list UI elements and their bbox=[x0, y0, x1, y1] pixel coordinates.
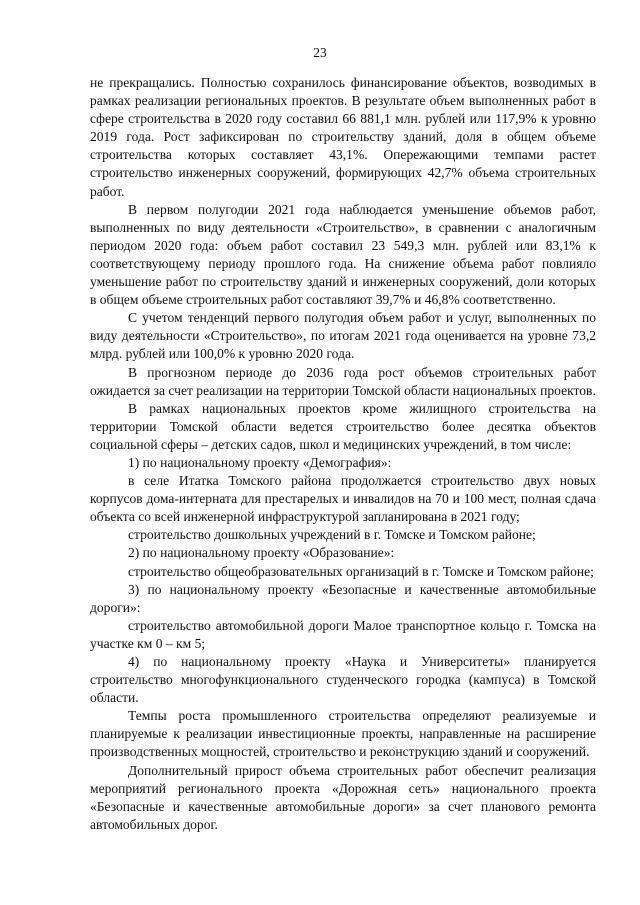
paragraph-national-projects: В рамках национальных проектов кроме жилищного строительства на территории Томской области ведется строительство более десятка объектов социальной сферы – детских садов, школ и медицинских учреждений, в том числе: bbox=[90, 400, 596, 452]
paragraph-continuation: не прекращались. Полностью сохранилось финансирование объектов, возводимых в рамках реализации региональных проектов. В результате объем выполненных работ в сфере строительства в 2020 году составил 66 881,1 млн. рублей или 117,9% к уровню 2019 года. Рост зафиксирован по строительству зданий, доля в общем объеме строительства которых составляет 43,1%. Опережающими темпами растет строительство инженерных сооружений, формирующих 42,7% объема строительных работ. bbox=[90, 75, 596, 199]
paragraph-estimate-2021: С учетом тенденций первого полугодия объем работ и услуг, выполненных по виду деятельности «Строительство», по итогам 2021 года оценивается на уровне 73,2 млрд. рублей или 100,0% к уровню 2020 года. bbox=[90, 310, 596, 362]
paragraph-industrial: Темпы роста промышленного строительства определяют реализуемые и планируемые к реализации инвестиционные проекты, направленные на расширение производственных мощностей, строительство и реконструкцию зданий и сооружений. bbox=[90, 708, 596, 760]
paragraph-forecast-2036: В прогнозном периоде до 2036 года рост объемов строительных работ ожидается за счет реализации на территории Томской области национальных проектов. bbox=[90, 364, 596, 398]
list-item-education: 2) по национальному проекту «Образование»: bbox=[128, 545, 395, 561]
body-text bbox=[90, 74, 596, 834]
paragraph-preschool: строительство дошкольных учреждений в г. Томске и Томском районе; bbox=[128, 527, 536, 543]
paragraph-itatka: в селе Итатка Томского района продолжается строительство двух новых корпусов дома-интерната для престарелых и инвалидов на 70 и 100 мест, полная сдача объекта со всей инженерной инфраструктурой запланирована в 2021 году; bbox=[90, 473, 596, 525]
list-item-science: 4) по национальному проекту «Наука и Университеты» планируется строительство многофункционального студенческого городка (кампуса) в Томской области. bbox=[90, 654, 596, 706]
page-number: 23 bbox=[313, 45, 327, 60]
paragraph-ring-road: строительство автомобильной дороги Малое транспортное кольцо г. Томска на участке км 0 – км 5; bbox=[90, 617, 596, 651]
list-item-roads: 3) по национальному проекту «Безопасные и качественные автомобильные дороги»: bbox=[90, 581, 596, 615]
paragraph-first-half-2021: В первом полугодии 2021 года наблюдается уменьшение объемов работ, выполненных по виду деятельности «Строительство», в сравнении с аналогичным периодом 2020 года: объем работ составил 23 549,3 млн. рублей или 83,1% к соответствующему периоду прошлого года. На снижение объема работ повлияло уменьшение работ по строительству зданий и инженерных сооружений, доли которых в общем объеме строительных работ составляют 39,7% и 46,8% соответственно. bbox=[90, 201, 596, 308]
list-item-demography: 1) по национальному проекту «Демография»: bbox=[128, 454, 392, 470]
paragraph-schools: строительство общеобразовательных организаций в г. Томске и Томском районе; bbox=[128, 563, 594, 579]
paragraph-road-network: Дополнительный прирост объема строительных работ обеспечит реализация мероприятий регионального проекта «Дорожная сеть» национального проекта «Безопасные и качественные автомобильные дороги» за счет планового ремонта автомобильных дорог. bbox=[90, 762, 596, 832]
